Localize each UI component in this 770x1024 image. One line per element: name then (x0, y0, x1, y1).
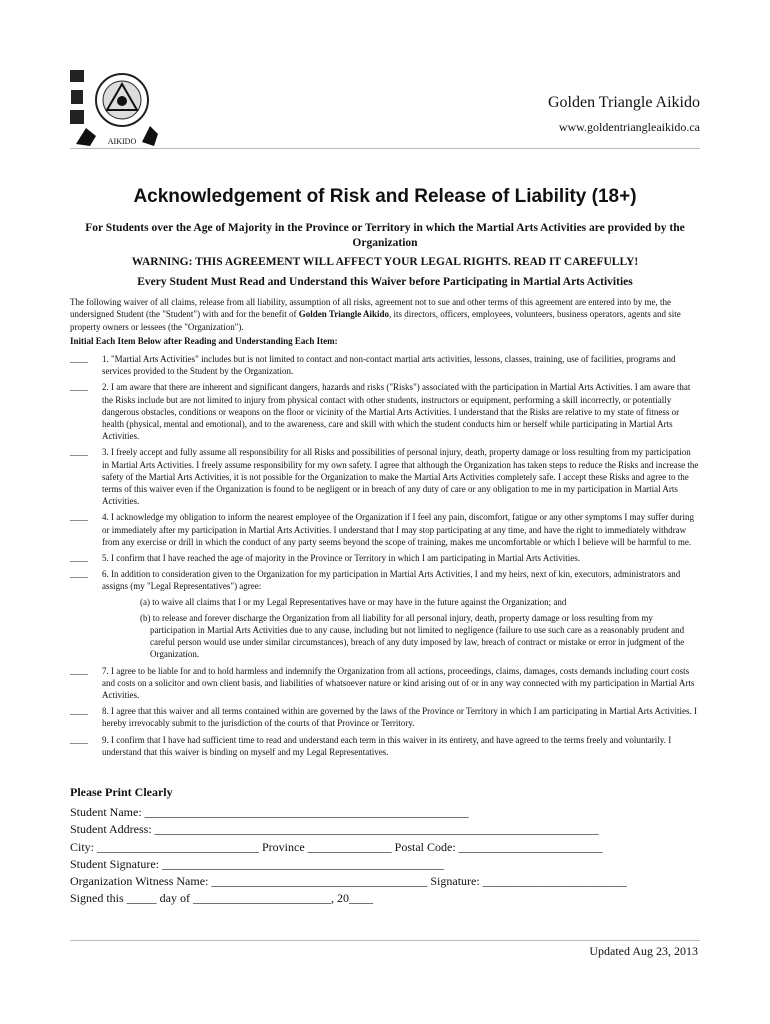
initial-blank: ____ (70, 382, 88, 393)
initial-blank: ____ (70, 734, 88, 745)
waiver-item-4 (70, 511, 700, 548)
footer-divider (70, 940, 700, 941)
document-subtitle: For Students over the Age of Majority in the Province or Territory in which the Martial Arts Activities are provided by the Organization (85, 222, 685, 249)
student-address-field[interactable]: Student Address: __________________________________________________________________________ (70, 822, 599, 837)
waiver-item-9 (70, 734, 700, 758)
waiver-item-5 (70, 552, 700, 564)
intro-text-end: , its directors, officers, employees, volunteers, business operators, agents and site property owners or lessees (the "Organization"). (70, 309, 681, 332)
waiver-items-list (70, 353, 700, 762)
item-text: 4. I acknowledge my obligation to inform the nearest employee of the Organization if I feel any pain, discomfort, fatigue or any other symptoms I may suffer during or immediately after my participation in Martial Arts Activities. I understand that I may stop participating at any time, and have the right to immediately withdraw from any exercise or drill in which the conduct of any party seems beyond the scope of training, makes me uncomfortable or which I believe will be harmful to me. (102, 512, 695, 547)
initial-blank: ____ (70, 706, 88, 717)
waiver-item-7 (70, 665, 700, 702)
item-text: 7. I agree to be liable for and to hold harmless and indemnify the Organization from all actions, proceedings, claims, damages, costs demands including court costs and costs on a solicitor and own client basis, and liabilities of whatsoever nature or kind arising out of or in any way connected with my participation in Martial Arts Activities. (102, 665, 695, 701)
organization-website: www.goldentriangleaikido.ca (558, 120, 700, 134)
waiver-item-1 (70, 353, 700, 377)
legal-warning: WARNING: THIS AGREEMENT WILL AFFECT YOUR LEGAL RIGHTS. READ IT CAREFULLY! (131, 256, 639, 268)
read-instruction: Every Student Must Read and Understand this Waiver before Participating in Martial Arts Activities (137, 276, 633, 288)
aikido-emblem-icon (68, 64, 160, 150)
item-text: 8. I agree that this waiver and all terms contained within are governed by the laws of the Province or Territory in which I am participating in Martial Arts Activities. I hereby irrevocably submit to the jurisdiction of the courts of that Province or Territory. (102, 706, 698, 729)
initial-blank: ____ (70, 553, 88, 564)
item-text: 2. I am aware that there are inherent and significant dangers, hazards and risks ("Risks") associated with the participation in Martial Arts Activities. I am aware that the Risks include but are not limited to injury from physical contact with other students, instructors or equipment, performing a skill incorrectly, or potentially dangerous obstacles, conditions or weapons on the floor or vicinity of the Martial Arts Activities. I understand that the Risks are relative to my state of fitness or health (physical, mental and emotional), and to the awareness, care and skill with which the student conducts him or herself while participating in Martial Arts Activities. (102, 382, 691, 442)
waiver-item-2 (70, 381, 700, 442)
initial-blank: ____ (70, 665, 88, 676)
initial-instructions-heading: Initial Each Item Below after Reading and Understanding Each Item: (70, 336, 338, 346)
witness-signature-field[interactable]: Organization Witness Name: ____________________________________ Signature: ________________________ (70, 874, 627, 889)
intro-organization-name: Golden Triangle Aikido (298, 309, 389, 320)
item-text: 6. In addition to consideration given to the Organization for my participation in Martial Arts Activities, I and my heirs, next of kin, executors, administrators and assigns (my "Legal Representatives") agree: (102, 569, 681, 592)
print-clearly-heading: Please Print Clearly (70, 785, 173, 799)
waiver-sub-item-b: (b) to release and forever discharge the Organization from all liability for all personal injury, death, property damage or loss resulting from my participation in Martial Arts Activities due to any cause, including but not limited to negligence (failure to use such care as a reasonably prudent and careful person would use under similar circumstances), breach of any duty imposed by law, breach of contract or mistake or error in judgment of the Organization. (140, 612, 685, 660)
student-signature-field[interactable]: Student Signature: _______________________________________________ (70, 856, 444, 871)
signed-date-field[interactable]: Signed this _____ day of _______________________, 20____ (70, 891, 373, 906)
intro-text-start: The following waiver of all claims, release from all liability, assumption of all risks, agreement not to sue and other terms of this agreement are entered into by me, the undersigned Student (the "Student") with and for the benefit of (70, 297, 671, 320)
updated-date: Updated Aug 23, 2013 (589, 944, 698, 958)
item-text: 1. "Martial Arts Activities" includes but is not limited to contact and non-contact martial arts activities, lessons, classes, training, use of facilities, programs and services provided to the Student by the Organization. (102, 354, 676, 377)
city-province-postal-field[interactable]: City: ___________________________ Province ______________ Postal Code: ________________________ (70, 839, 603, 854)
waiver-item-6 (70, 568, 700, 660)
initial-blank: ____ (70, 569, 88, 580)
initial-blank: ____ (70, 447, 88, 458)
initial-blank: ____ (70, 354, 88, 364)
initial-blank: ____ (70, 512, 88, 523)
item-text: 9. I confirm that I have had sufficient time to read and understand each term in this waiver in its entirety, and have agreed to the terms freely and voluntarily. I understand that this waiver is binding on myself and my Legal Representatives. (102, 734, 672, 757)
waiver-item-3 (70, 446, 700, 507)
organization-header (548, 94, 700, 135)
waiver-item-8 (70, 705, 700, 729)
waiver-sub-item-a: (a) to waive all claims that I or my Legal Representatives have or may have in the future against the Organization; and (140, 596, 567, 607)
item-text: 5. I confirm that I have reached the age of majority in the Province or Territory in which I am participating in Martial Arts Activities. (102, 553, 581, 564)
organization-logo (68, 64, 160, 150)
organization-name: Golden Triangle Aikido (547, 94, 700, 111)
header-divider (70, 148, 700, 149)
student-name-field[interactable]: Student Name: ______________________________________________________ (70, 805, 469, 819)
svg-text:AIKIDO: AIKIDO (107, 137, 137, 146)
item-text: 3. I freely accept and fully assume all responsibility for all Risks and possibilities of personal injury, death, property damage or loss resulting from my participation in Martial Arts Activities. I freely assume responsibility for my own safety. I agree that although the Organization has taken steps to reduce the Risks and increase the safety of the Martial Arts Activities, it is not possible for the Organization to make the Martial Arts Activities completely safe. I accept these Risks and agree to the terms of this waiver even if the Organization is found to be negligent or in breach of any duty of care or any obligation to me in my participation in Martial Arts Activities. (102, 447, 699, 507)
signature-form (70, 804, 627, 908)
document-title: Acknowledgement of Risk and Release of Liability (18+) (133, 186, 637, 207)
intro-paragraph (70, 296, 690, 333)
